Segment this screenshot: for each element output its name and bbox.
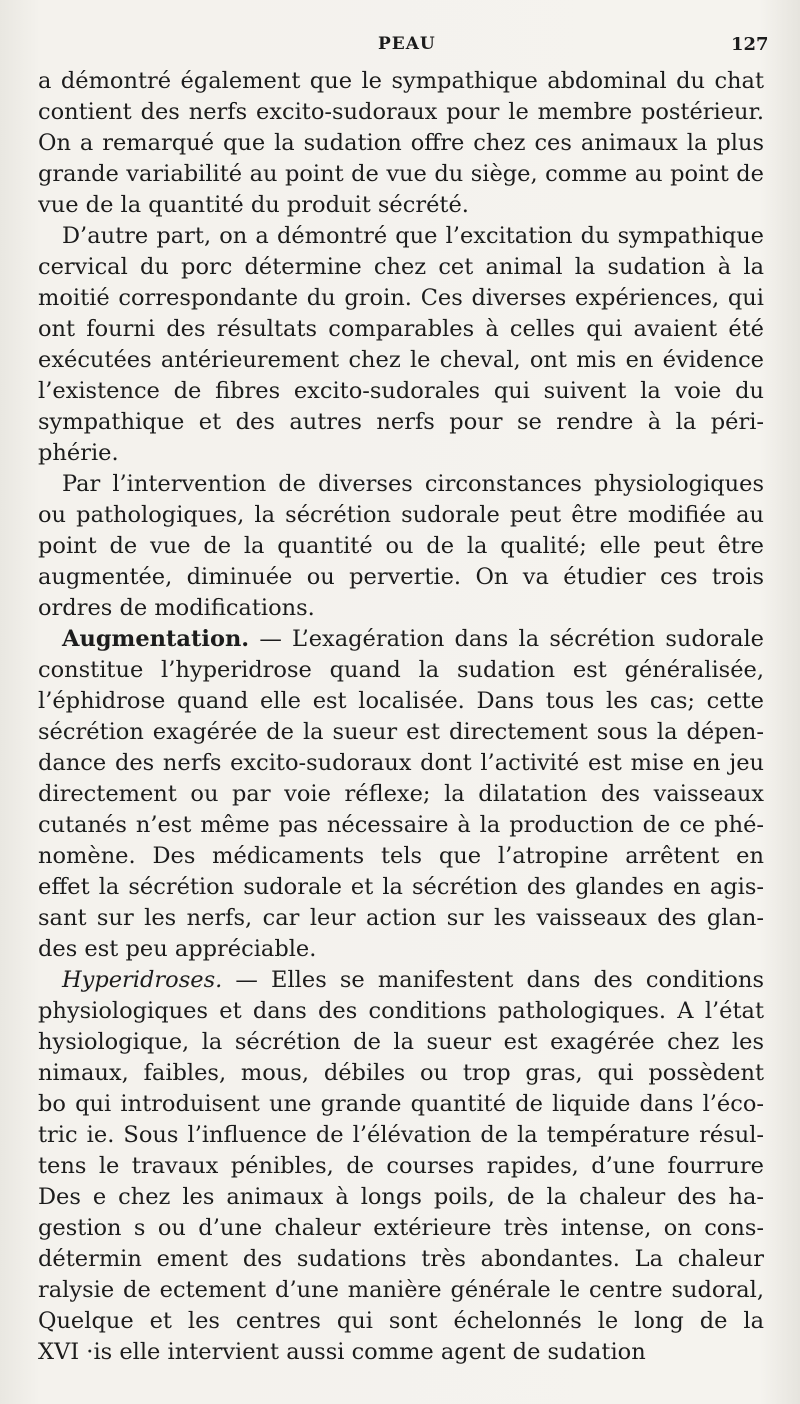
page-number: 127 <box>731 34 769 55</box>
text-line: physiologiques et dans des conditions pathologiques. A l’état <box>38 998 764 1024</box>
text-line: hysiologique, la sécrétion de la sueur est exagérée chez les <box>38 1029 764 1055</box>
text-line: D’autre part, on a démontré que l’excitation du sympathique <box>62 223 764 249</box>
text-line: moitié correspondante du groin. Ces diverses expériences, qui <box>38 285 764 311</box>
page-header <box>0 34 800 60</box>
text-line: dance des nerfs excito-sudoraux dont l’activité est mise en jeu <box>38 750 764 776</box>
text-line: ralysie de ectement d’une manière générale le centre sudoral, <box>38 1277 764 1303</box>
text-line: On a remarqué que la sudation offre chez ces animaux la plus <box>38 130 764 156</box>
text-line: effet la sécrétion sudorale et la sécrétion des glandes en agis- <box>38 874 764 900</box>
text-line: augmentée, diminuée ou pervertie. On va étudier ces trois <box>38 564 764 590</box>
text-line: exécutées antérieurement chez le cheval, ont mis en évidence <box>38 347 764 373</box>
text-line: directement ou par voie réflexe; la dilatation des vaisseaux <box>38 781 764 807</box>
running-title: PEAU <box>378 34 436 54</box>
text-line: gestion s ou d’une chaleur extérieure très intense, on cons- <box>38 1215 764 1241</box>
text-line: Par l’intervention de diverses circonstances physiologiques <box>62 471 764 497</box>
text-line: ordres de modifications. <box>38 595 315 621</box>
body-text <box>38 66 764 1368</box>
text-line: sécrétion exagérée de la sueur est directement sous la dépen- <box>38 719 764 745</box>
text-line: contient des nerfs excito-sudoraux pour le membre postérieur. <box>38 99 764 125</box>
text-line: constitue l’hyperidrose quand la sudation est généralisée, <box>38 657 764 683</box>
text-line: ou pathologiques, la sécrétion sudorale peut être modifiée au <box>38 502 764 528</box>
text-line: détermin ement des sudations très abondantes. La chaleur <box>38 1246 764 1272</box>
text-line: tens le travaux pénibles, de courses rapides, d’une fourrure <box>38 1153 764 1179</box>
text-line: ont fourni des résultats comparables à celles qui avaient été <box>38 316 764 342</box>
text-line: sant sur les nerfs, car leur action sur les vaisseaux des glan- <box>38 905 764 931</box>
text-line: bo qui introduisent une grande quantité de liquide dans l’éco- <box>38 1091 764 1117</box>
text-line: des est peu appréciable. <box>38 936 317 962</box>
text-line: point de vue de la quantité ou de la qualité; elle peut être <box>38 533 764 559</box>
text-line: Des e chez les animaux à longs poils, de la chaleur des ha- <box>38 1184 764 1210</box>
text-line: l’existence de fibres excito-sudorales qui suivent la voie du <box>38 378 764 404</box>
section-first-line <box>38 965 764 996</box>
text-line: cervical du porc détermine chez cet animal la sudation à la <box>38 254 764 280</box>
text-line: a démontré également que le sympathique abdominal du chat <box>38 68 764 94</box>
text-line: nimaux, faibles, mous, débiles ou trop gras, qui possèdent <box>38 1060 764 1086</box>
text-line: grande variabilité au point de vue du siège, comme au point de <box>38 161 764 187</box>
text-line: l’éphidrose quand elle est localisée. Dans tous les cas; cette <box>38 688 764 714</box>
section-heading-hyperidroses: Hyperidroses. <box>62 967 223 993</box>
text-line: phérie. <box>38 440 119 466</box>
text-line: tric ie. Sous l’influence de l’élévation de la température résul- <box>38 1122 764 1148</box>
text-line: cutanés n’est même pas nécessaire à la production de ce phé- <box>38 812 764 838</box>
text-line: sympathique et des autres nerfs pour se rendre à la péri- <box>38 409 764 435</box>
text-line: XVI ·is elle intervient aussi comme agent de sudation <box>38 1339 646 1365</box>
section-heading-augmentation: Augmentation. <box>62 626 250 652</box>
section-first-line <box>38 624 764 655</box>
text-line: vue de la quantité du produit sécrété. <box>38 192 469 218</box>
text-line: Quelque et les centres qui sont échelonnés le long de la <box>38 1308 764 1334</box>
section-first-line-text: — Elles se manifestent dans des conditions <box>222 967 764 993</box>
section-first-line-text: — L’exagération dans la sécrétion sudorale <box>249 626 764 652</box>
text-line: nomène. Des médicaments tels que l’atropine arrêtent en <box>38 843 764 869</box>
